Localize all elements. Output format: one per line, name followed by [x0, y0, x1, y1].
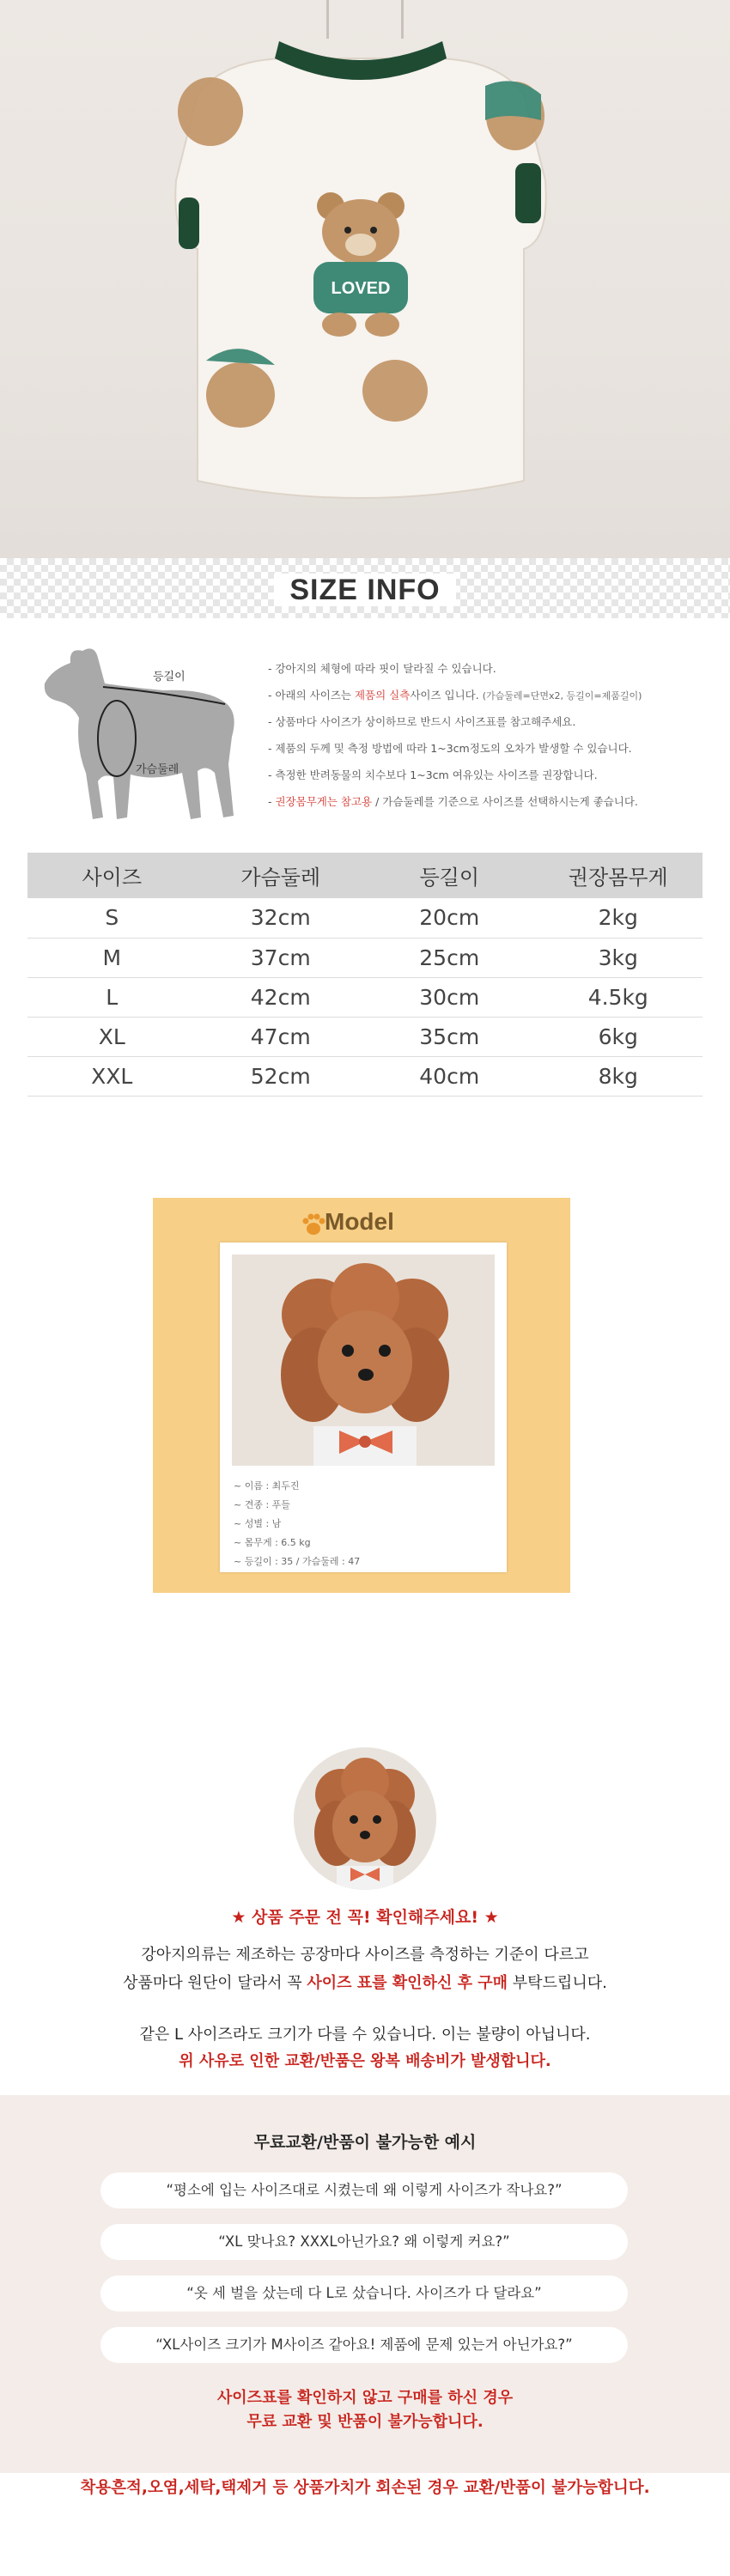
sweater-text: LOVED: [331, 279, 391, 298]
size-table-header: 등길이: [365, 853, 534, 898]
weight-cell: 2kg: [534, 898, 703, 938]
size-notes: [268, 661, 723, 821]
sweater-illustration: [146, 34, 575, 532]
size-note: - 제품의 두께 및 측정 방법에 따라 1~3cm정도의 오차가 발생할 수 있습니다.: [268, 742, 632, 755]
back-length-label: 등길이: [153, 671, 186, 683]
exchange-quote: “XL사이즈 크기가 M사이즈 같아요! 제품에 문제 있는거 아닌가요?”: [100, 2327, 628, 2363]
weight-cell: 3kg: [534, 938, 703, 977]
notice-warning: 위 사유로 인한 교환/반품은 왕복 배송비가 발생합니다.: [179, 2052, 551, 2070]
weight-cell: 8kg: [534, 1056, 703, 1096]
model-title: Model: [325, 1208, 394, 1235]
size-table-header: 사이즈: [27, 853, 197, 898]
size-info-title: SIZE INFO: [0, 574, 730, 607]
size-cell: XL: [27, 1017, 197, 1056]
notice-dog-photo: [294, 1747, 436, 1890]
back-cell: 35cm: [365, 1017, 534, 1056]
size-table-row: [27, 938, 703, 977]
size-note: - 권장몸무게는 참고용 / 가슴둘레를 기준으로 사이즈를 선택하시는게 좋습니다.: [268, 795, 638, 808]
size-note: - 아래의 사이즈는 제품의 실측사이즈 입니다. (가슴둘레=단면x2, 등길이=제품길이): [268, 689, 642, 702]
notice-line: 강아지의류는 제조하는 공장마다 사이즈를 측정하는 기준이 다르고: [141, 1946, 589, 1964]
size-table-header: 가슴둘레: [197, 853, 366, 898]
model-box: [153, 1198, 570, 1593]
size-cell: M: [27, 938, 197, 977]
chest-cell: 42cm: [197, 977, 366, 1017]
model-info-line: ~ 견종 : 푸들: [234, 1499, 290, 1510]
size-table-row: [27, 898, 703, 938]
back-cell: 20cm: [365, 898, 534, 938]
paw-icon: [301, 1212, 326, 1237]
weight-cell: 6kg: [534, 1017, 703, 1056]
exchange-note: 사이즈표를 확인하지 않고 구매를 하신 경우: [216, 2389, 514, 2407]
size-table-row: [27, 1017, 703, 1056]
exchange-quote: “평소에 입는 사이즈대로 시켰는데 왜 이렇게 사이즈가 작나요?”: [100, 2172, 628, 2208]
model-info-line: ~ 이름 : 최두진: [234, 1480, 300, 1492]
model-info-line: ~ 몸무게 : 6.5 kg: [234, 1537, 311, 1548]
chest-cell: 47cm: [197, 1017, 366, 1056]
size-note: - 강아지의 체형에 따라 핏이 달라질 수 있습니다.: [268, 662, 496, 675]
size-table-row: [27, 1056, 703, 1096]
size-cell: L: [27, 977, 197, 1017]
chest-cell: 52cm: [197, 1056, 366, 1096]
weight-cell: 4.5kg: [534, 977, 703, 1017]
size-cell: XXL: [27, 1056, 197, 1096]
size-note: - 측정한 반려동물의 치수보다 1~3cm 여유있는 사이즈를 권장합니다.: [268, 769, 598, 781]
size-table-header-row: [27, 853, 703, 898]
exchange-section: [0, 2095, 730, 2473]
chest-cell: 37cm: [197, 938, 366, 977]
exchange-title: 무료교환/반품이 불가능한 예시: [253, 2133, 477, 2152]
model-info: [234, 1477, 360, 1571]
model-info-line: ~ 등길이 : 35 / 가슴둘레 : 47: [234, 1556, 361, 1567]
exchange-note: 무료 교환 및 반품이 불가능합니다.: [246, 2413, 484, 2431]
size-table-row: [27, 977, 703, 1017]
size-table-header: 권장몸무게: [534, 853, 703, 898]
back-cell: 25cm: [365, 938, 534, 977]
exchange-quote: “XL 맞나요? XXXL아닌가요? 왜 이렇게 커요?”: [100, 2224, 628, 2260]
exchange-quote: “옷 세 벌을 샀는데 다 L로 샀습니다. 사이즈가 다 달라요”: [100, 2275, 628, 2312]
model-dog-photo: [232, 1255, 495, 1466]
size-cell: S: [27, 898, 197, 938]
back-cell: 40cm: [365, 1056, 534, 1096]
size-note: - 상품마다 사이즈가 상이하므로 반드시 사이즈표를 참고해주세요.: [268, 715, 576, 728]
notice-line: 상품마다 원단이 달라서 꼭 사이즈 표를 확인하신 후 구매 부탁드립니다.: [123, 1974, 607, 1992]
size-table: [27, 853, 703, 1097]
hanger: [326, 0, 404, 39]
model-polaroid: [220, 1242, 507, 1572]
model-info-line: ~ 성별 : 남: [234, 1518, 282, 1529]
chest-label: 가슴둘레: [136, 763, 179, 776]
back-cell: 30cm: [365, 977, 534, 1017]
final-note: 착용흔적,오염,세탁,택제거 등 상품가치가 회손된 경우 교환/반품이 불가능합니다.: [80, 2479, 650, 2497]
notice-heading: ★ 상품 주문 전 꼭! 확인해주세요! ★: [231, 1908, 499, 1927]
product-photo: [0, 0, 730, 558]
size-info-header: [0, 558, 730, 618]
chest-cell: 32cm: [197, 898, 366, 938]
notice-line: 같은 L 사이즈라도 크기가 다를 수 있습니다. 이는 불량이 아닙니다.: [139, 2026, 591, 2044]
dog-measurement-diagram: [34, 635, 240, 837]
